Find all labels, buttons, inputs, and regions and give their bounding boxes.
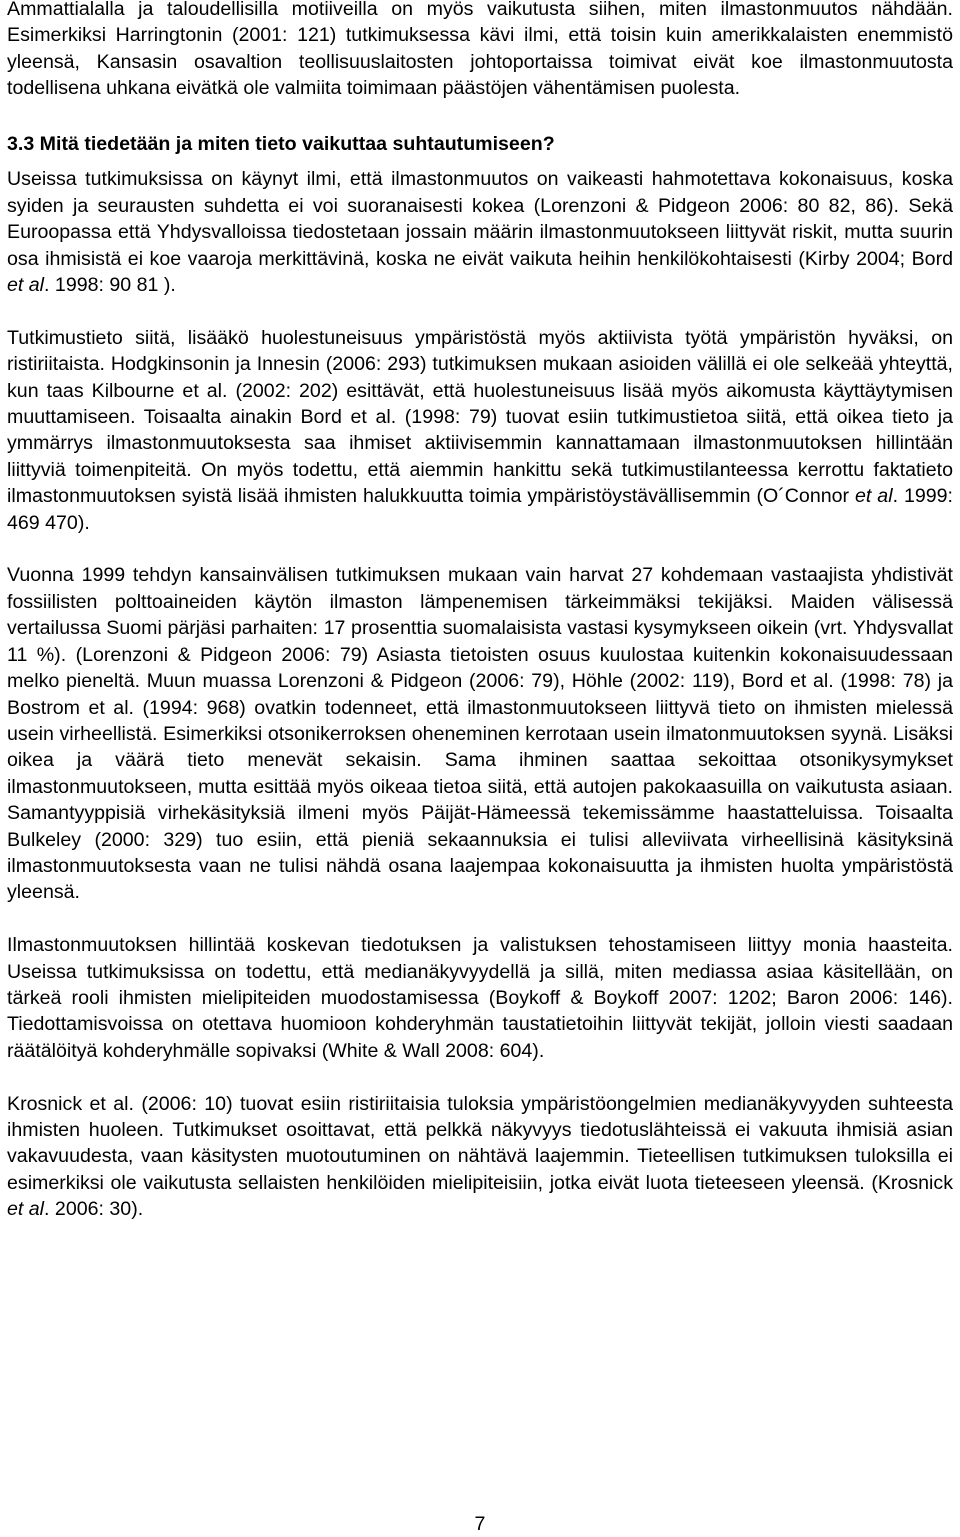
paragraph-tutkimustieto-text: Tutkimustieto siitä, lisääkö huolestuneisuus ympäristöstä myös aktiivista työtä ympäristön hyväksi, on ristiriitaista. Hodgkinsonin ja Innesin (2006: 293) tutkimuksen mukaan asioiden välillä ei ole selkeää yhteyttä, kun taas Kilbourne et al. (2002: 202) esittävät, että huolestuneisuus lisää myös aikomusta käyttäytymisen muuttamiseen. Toisaalta ainakin Bord et al. (1998: 79) tuovat esiin tutkimustietoa siitä, että oikea tieto ja ymmärrys ilmastonmuutoksesta saa ihmiset aktiivisemmin kannattamaan ilmastonmuutoksen hillintään liittyviä toimenpiteitä. On myös todettu, että aiemmin hankittu sekä tutkimustilanteessa kerrottu faktatieto ilmastonmuutoksen syistä lisää ihmisten halukkuutta toimia ympäristöystävällisemmin (O´Connor [7, 326, 953, 508]
page-number: 7 [474, 1513, 486, 1535]
paragraph-spacer [7, 298, 953, 324]
paragraph-krosnick-italic: et al [7, 1198, 45, 1221]
paragraph-krosnick-text: Krosnick et al. (2006: 10) tuovat esiin ristiriitaisia tuloksia ympäristöongelmien medianäkyvyyden suhteesta ihmisten huoleen. Tutkimukset osoittavat, että pelkkä näkyvyys tiedotuslähteissä ei vakuuta ihmisiä asian vakavuudesta, vaan käsitysten muotoutuminen on nähtävä laajemmin. Tieteellisen tutkimuksen tuloksilla ei esimerkiksi ole vaikutusta sellaisten henkilöiden mielipiteisiin, jotka eivät luota tieteeseen yleensä. (Krosnick [7, 1092, 953, 1194]
paragraph-useissa-text: Useissa tutkimuksissa on käynyt ilmi, että ilmastonmuutos on vaikeasti hahmotettava kokonaisuus, koska syiden ja seurausten suhdetta ei voi suoranaisesti kokea (Lorenzoni & Pidgeon 2006: 80 82, 86). Sekä Euroopassa että Yhdysvalloissa tiedostetaan jossain määrin ilmastonmuutokseen liittyvät riskit, mutta suurin osa ihmisistä ei koe vaaroja merkittävinä, koska ne eivät vaikuta heihin henkilökohtaisesti (Kirby 2004; Bord [7, 168, 953, 270]
paragraph-spacer [7, 536, 953, 562]
paragraph-tutkimustieto-tail: . 1999: 469 470). [7, 485, 953, 534]
paragraph-hillinta [7, 932, 953, 1064]
paragraph-intro-text: Ammattialalla ja taloudellisilla motiiveilla on myös vaikutusta siihen, miten ilmastonmuutos nähdään. Esimerkiksi Harringtonin (2001: 121) tutkimuksessa kävi ilmi, että toisin kuin amerikkalaisten enemmistö yleensä, Kansasin osavaltion teollisuuslaitosten johtoportaissa toimivat eivät koe ilmastonmuutosta todellisena uhkana eivätkä ole valmiita toimimaan päästöjen vähentämisen puolesta. [7, 0, 953, 100]
paragraph-tutkimustieto [7, 325, 953, 536]
section-heading: 3.3 Mitä tiedetään ja miten tieto vaikuttaa suhtautumiseen? [7, 133, 555, 156]
paragraph-spacer [7, 1064, 953, 1090]
paragraph-intro [7, 0, 953, 102]
paragraph-krosnick-tail: . 2006: 30). [44, 1198, 144, 1221]
paragraph-useissa-italic: et al [7, 274, 45, 297]
paragraph-hillinta-text: Ilmastonmuutoksen hillintää koskevan tiedotuksen ja valistuksen tehostamiseen liittyy monia haasteita. Useissa tutkimuksissa on todettu, että medianäkyvyydellä ja sillä, miten mediassa asiaa käsitellään, on tärkeä rooli ihmisten mielipiteiden muodostamisessa (Boykoff & Boykoff 2007: 1202; Baron 2006: 146). Tiedottamisvoissa on otettava huomioon kohderyhmän taustatietoihin liittyvät tekijät, jolloin viesti saadaan räätälöityä kohderyhmälle sopivaksi (White & Wall 2008: 604). [7, 934, 953, 1062]
paragraph-tutkimustieto-italic: et al [855, 485, 893, 508]
paragraph-spacer [7, 102, 953, 128]
paragraph-vuonna-1999 [7, 562, 953, 905]
paragraph-useissa [7, 166, 953, 298]
paragraph-krosnick [7, 1091, 953, 1223]
paragraph-useissa-tail: . 1998: 90 81 ). [44, 274, 176, 297]
paragraph-spacer [7, 906, 953, 932]
document-page [7, 0, 953, 1223]
paragraph-vuonna-1999-text: Vuonna 1999 tehdyn kansainvälisen tutkimuksen mukaan vain harvat 27 kohdemaan vastaajista yhdistivät fossiilisten polttoaineiden käytön ilmaston lämpenemisen tärkeimmäksi tekijäksi. Maiden välisessä vertailussa Suomi pärjäsi parhaiten: 17 prosenttia suomalaisista vastasi kysymykseen oikein (vrt. Yhdysvallat 11 %). (Lorenzoni & Pidgeon 2006: 79) Asiasta tietoisten osuus kuulostaa kuitenkin kokonaisuudessaan melko pieneltä. Muun muassa Lorenzoni & Pidgeon (2006: 79), Höhle (2002: 119), Bord et al. (1998: 78) ja Bostrom et al. (1994: 968) ovatkin todenneet, että ilmastonmuutokseen liittyvä tieto on ihmisten mielessä usein virheellistä. Esimerkiksi otsonikerroksen oheneminen kerrotaan usein ilmatonmuutoksen syynä. Lisäksi oikea ja väärä tieto menevät sekaisin. Sama ihminen saattaa sekoittaa otsonikysymykset ilmastonmuutokseen, mutta esittää myös oikeaa tietoa siitä, että autojen pakokaasuilla on vaikutusta asiaan. Samantyyppisiä virhekäsityksiä ilmeni myös Päijät-Hämeessä tekemissämme haastatteluissa. Toisaalta Bulkeley (2000: 329) tuo esiin, että pieniä sekaannuksia ei tulisi alleviivata virheellisinä käsityksinä ilmastonmuutoksesta vaan ne tulisi nähdä osana laajempaa kokonaisuutta ja ihmisten huolta ympäristöstä yleensä. [7, 564, 953, 904]
